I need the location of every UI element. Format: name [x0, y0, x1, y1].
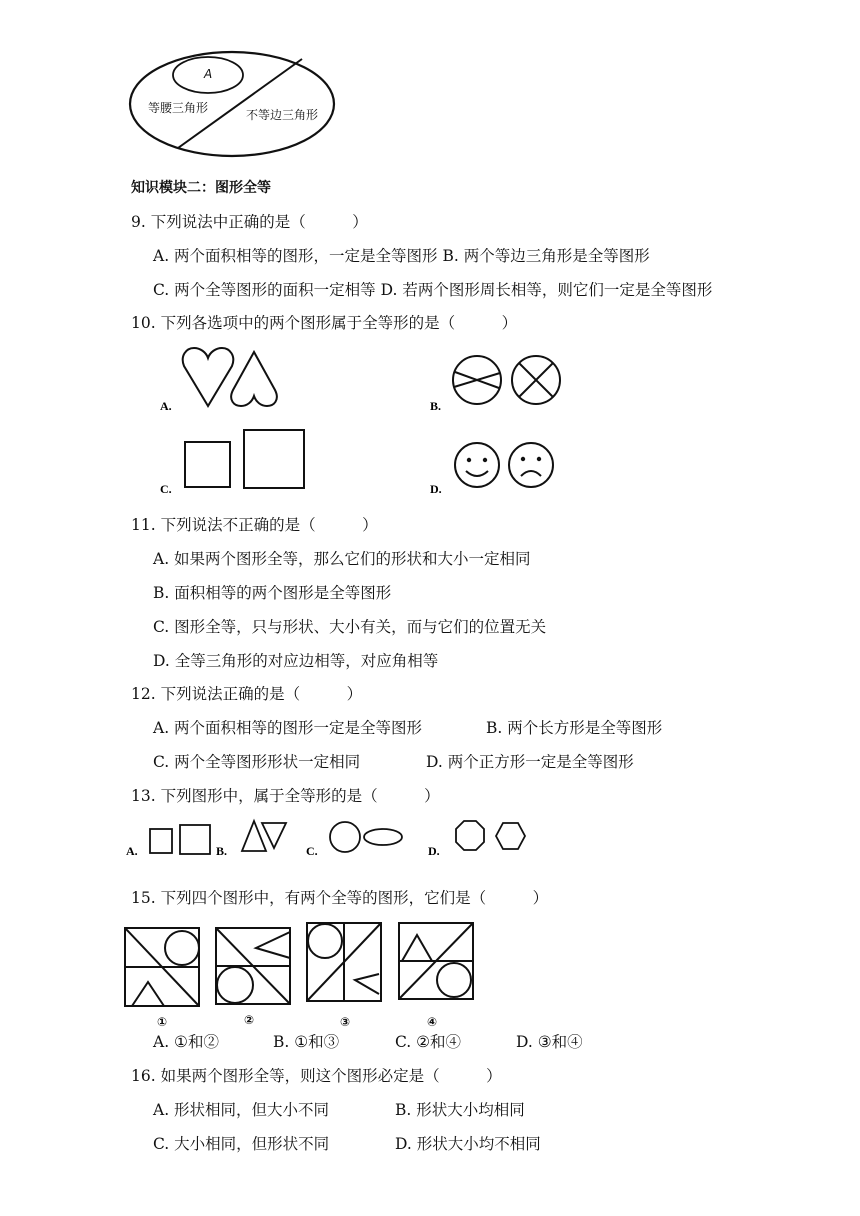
q10-figures — [150, 340, 590, 500]
q9-line2: C. 两个全等图形的面积一定相等 D. 若两个图形周长相等，则它们一定是全等图形 — [153, 281, 713, 299]
q10-label-a: A. — [160, 399, 172, 413]
q16-option-d: D. 形状大小均不相同 — [395, 1135, 541, 1153]
q12-stem: 12. 下列说法正确的是（ ） — [131, 685, 363, 703]
q9-line1: A. 两个面积相等的图形，一定是全等图形 B. 两个等边三角形是全等图形 — [153, 247, 650, 265]
q13-stem: 13. 下列图形中，属于全等形的是（ ） — [131, 787, 440, 805]
q11-option-b: B. 面积相等的两个图形是全等图形 — [153, 584, 392, 602]
small-square-icon — [150, 829, 172, 853]
inverted-heart-icon — [231, 352, 277, 406]
q13-label-d: D. — [428, 844, 440, 858]
q16-option-b: B. 形状大小均相同 — [395, 1101, 525, 1119]
q15-figures — [120, 918, 480, 1033]
q11-option-c: C. 图形全等，只与形状、大小有关，而与它们的位置无关 — [153, 618, 547, 636]
q13-figures — [120, 815, 540, 865]
q15-option-b: B. ①和③ — [273, 1033, 340, 1051]
figure-2-label: ② — [244, 1013, 255, 1027]
q11-stem: 11. 下列说法不正确的是（ ） — [131, 516, 378, 534]
q16-stem: 16. 如果两个图形全等，则这个图形必定是（ ） — [131, 1067, 502, 1085]
q12-option-c: C. 两个全等图形形状一定相同 — [153, 753, 361, 771]
figure-1-label: ① — [157, 1015, 168, 1029]
q13-label-b: B. — [216, 844, 228, 858]
large-square-icon — [244, 430, 304, 488]
inverted-triangle-icon — [262, 823, 286, 848]
q13-label-c: C. — [306, 844, 318, 858]
venn-left-label: 等腰三角形 — [148, 101, 209, 115]
q10-stem: 10. 下列各选项中的两个图形属于全等形的是（ ） — [131, 314, 518, 332]
venn-right-label: 不等边三角形 — [246, 108, 319, 122]
figure-3-label: ③ — [340, 1015, 351, 1029]
venn-inner-label: A — [204, 67, 213, 81]
figure-3 — [307, 923, 381, 1001]
q15-option-d: D. ③和④ — [516, 1033, 583, 1051]
circle-icon — [330, 822, 360, 852]
ellipse-icon — [364, 829, 402, 845]
figure-4-label: ④ — [427, 1015, 438, 1029]
smiley-face-icon — [455, 443, 499, 487]
octagon-icon — [456, 821, 484, 850]
square-icon — [180, 825, 210, 854]
q15-option-a: A. ①和② — [153, 1033, 219, 1051]
q13-label-a: A. — [126, 844, 138, 858]
q10-label-c: C. — [160, 482, 172, 496]
q11-option-a: A. 如果两个图形全等，那么它们的形状和大小一定相同 — [153, 550, 531, 568]
q15-stem: 15. 下列四个图形中，有两个全等的图形，它们是（ ） — [131, 889, 549, 907]
section-title: 知识模块二：图形全等 — [131, 180, 271, 196]
figure-1 — [125, 928, 199, 1006]
figure-4 — [399, 923, 473, 999]
q16-option-c: C. 大小相同，但形状不同 — [153, 1135, 330, 1153]
sad-face-icon — [509, 443, 553, 487]
heart-icon — [183, 348, 234, 406]
venn-diagram — [128, 48, 340, 158]
q16-option-a: A. 形状相同，但大小不同 — [153, 1101, 330, 1119]
q12-option-d: D. 两个正方形一定是全等图形 — [426, 753, 634, 771]
q12-option-b: B. 两个长方形是全等图形 — [486, 719, 663, 737]
q15-option-c: C. ②和④ — [395, 1033, 462, 1051]
small-square-icon — [185, 442, 230, 487]
figure-2 — [216, 928, 290, 1004]
q11-option-d: D. 全等三角形的对应边相等，对应角相等 — [153, 652, 439, 670]
hexagon-icon — [496, 823, 525, 849]
q12-option-a: A. 两个面积相等的图形一定是全等图形 — [153, 719, 423, 737]
q9-stem: 9. 下列说法中正确的是（ ） — [131, 213, 368, 231]
q10-label-d: D. — [430, 482, 442, 496]
q10-label-b: B. — [430, 399, 442, 413]
